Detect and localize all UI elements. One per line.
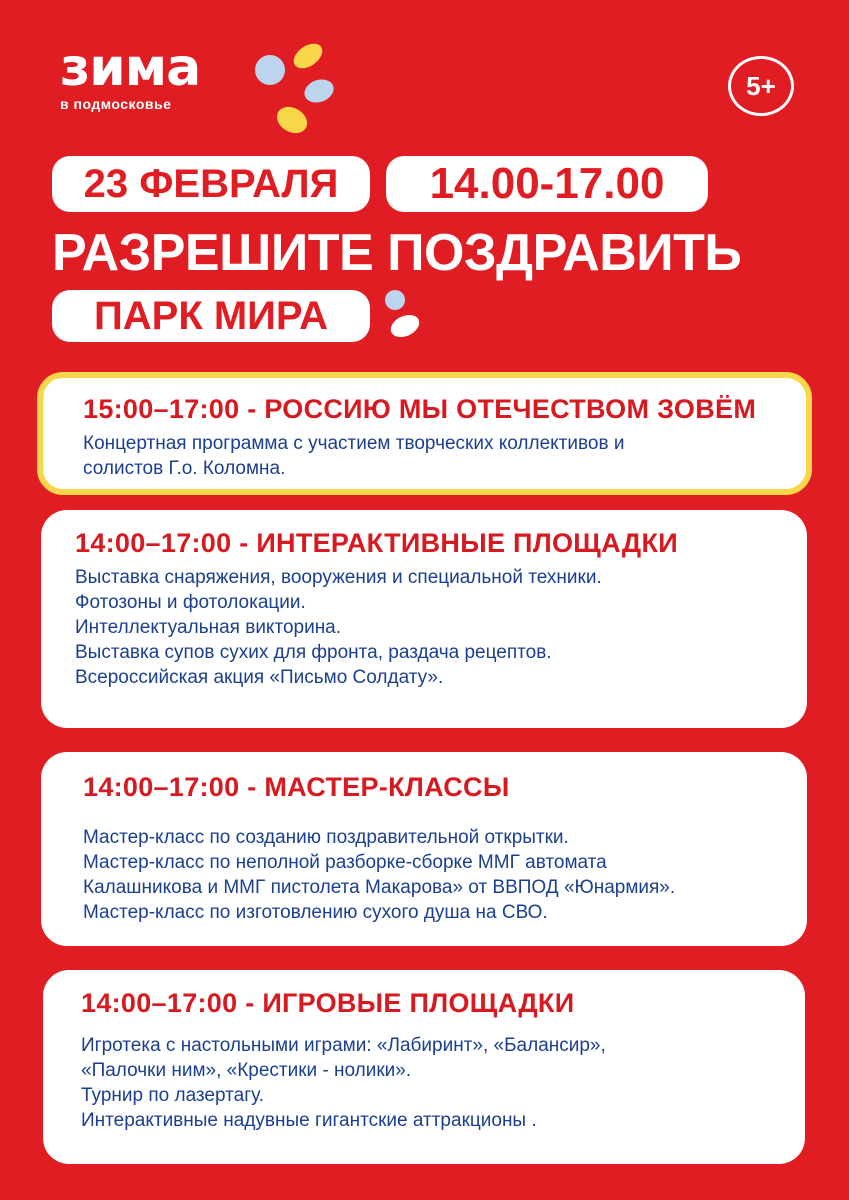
- event-place: ПАРК МИРА: [52, 290, 370, 342]
- section-card-interactive: [41, 510, 807, 728]
- event-title: РАЗРЕШИТЕ ПОЗДРАВИТЬ: [52, 224, 742, 282]
- section-title: 15:00–17:00 - РОССИЮ МЫ ОТЕЧЕСТВОМ ЗОВЁМ: [83, 394, 757, 424]
- logo: [60, 38, 201, 112]
- section-title: 14:00–17:00 - МАСТЕР-КЛАССЫ: [83, 772, 510, 802]
- logo-wordmark: зима: [60, 38, 201, 98]
- section-line: Фотозоны и фотолокации.: [75, 592, 306, 613]
- section-line: Выставка снаряжения, вооружения и специальной техники.: [75, 567, 602, 588]
- section-line: солистов Г.о. Коломна.: [83, 458, 286, 479]
- section-card-masterclasses: [41, 752, 807, 946]
- section-title: 14:00–17:00 - ИГРОВЫЕ ПЛОЩАДКИ: [81, 988, 575, 1018]
- section-line: Калашникова и ММГ пистолета Макарова» от ВВПОД «Юнармия».: [83, 877, 676, 898]
- section-line: «Палочки ним», «Крестики - нолики».: [81, 1060, 412, 1081]
- logo-dots-icon: [250, 36, 340, 136]
- section-line: Интерактивные надувные гигантские аттракционы .: [81, 1110, 537, 1131]
- section-line: Игротека с настольными играми: «Лабиринт», «Балансир»,: [81, 1035, 606, 1056]
- section-card-games: [43, 970, 805, 1164]
- section-card-concert: [37, 372, 812, 495]
- event-date: 23 ФЕВРАЛЯ: [52, 156, 370, 212]
- section-body: [83, 431, 806, 481]
- section-line: Всероссийская акция «Письмо Солдату».: [75, 667, 444, 688]
- section-line: Интеллектуальная викторина.: [75, 617, 342, 638]
- section-line: Мастер-класс по созданию поздравительной открытки.: [83, 827, 569, 848]
- section-body: [75, 565, 807, 690]
- event-time: 14.00-17.00: [386, 156, 708, 212]
- section-body: [83, 825, 807, 925]
- decorative-dots-icon: [378, 286, 428, 342]
- age-rating-badge: 5+: [728, 56, 794, 116]
- section-title: 14:00–17:00 - ИНТЕРАКТИВНЫЕ ПЛОЩАДКИ: [75, 528, 678, 558]
- section-body: [81, 1033, 805, 1133]
- section-line: Турнир по лазертагу.: [81, 1085, 264, 1106]
- section-line: Концертная программа с участием творческих коллективов и: [83, 433, 625, 454]
- section-line: Выставка супов сухих для фронта, раздача рецептов.: [75, 642, 552, 663]
- logo-subtitle: в подмосковье: [60, 96, 172, 112]
- section-line: Мастер-класс по изготовлению сухого душа на СВО.: [83, 902, 548, 923]
- section-line: Мастер-класс по неполной разборке-сборке ММГ автомата: [83, 852, 607, 873]
